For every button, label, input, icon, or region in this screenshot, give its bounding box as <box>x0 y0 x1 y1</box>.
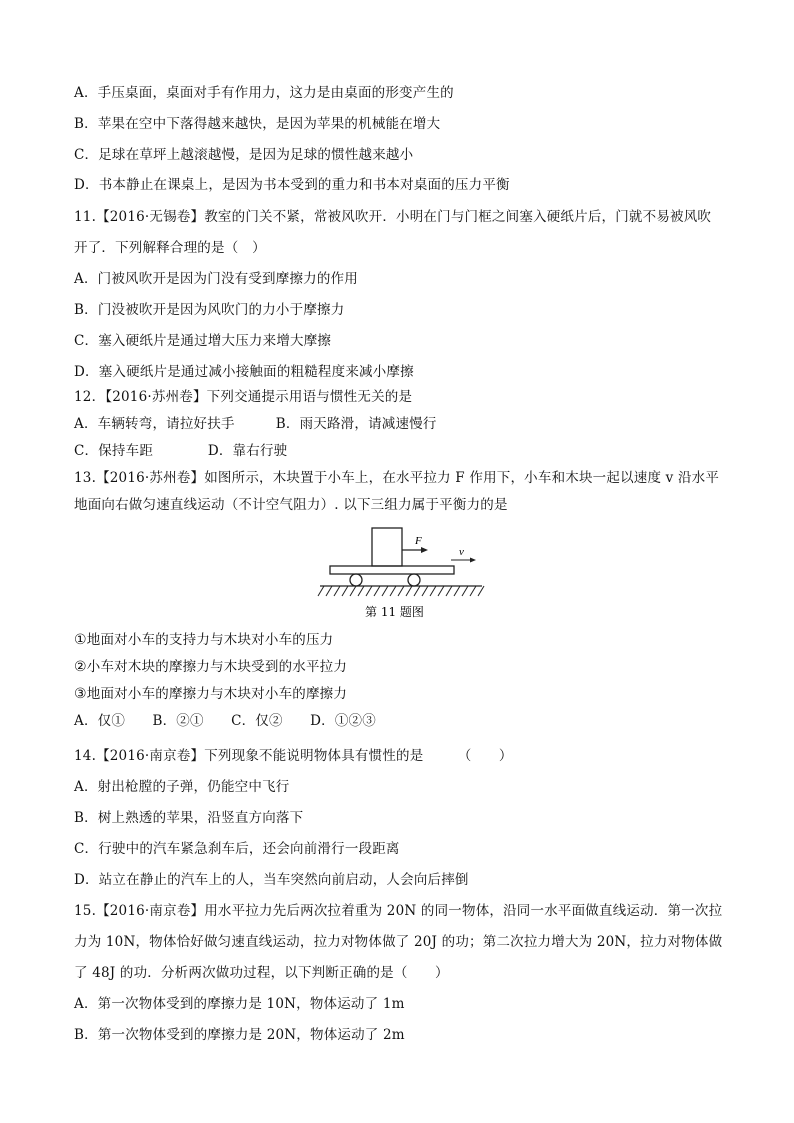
question-11-line-2: 开了．下列解释合理的是（ ） <box>74 240 266 256</box>
options-12-cd: C．保持车距 D．靠右行驶 <box>74 443 288 459</box>
question-12: 12．【2016·苏州卷】下列交通提示用语与惯性无关的是 <box>74 389 413 405</box>
question-14: 14.【2016·南京卷】下列现象不能说明物体具有惯性的是 （ ） <box>74 748 513 764</box>
question-15-line-1: 15.【2016·南京卷】用水平拉力先后两次拉着重为 20N 的同一物体，沿同一水平面做直线运动．第一次拉 <box>74 903 723 919</box>
cart-body <box>330 566 454 574</box>
statement-13-1 <box>74 630 333 650</box>
question-11-line-1: 11.【2016·无锡卷】教室的门关不紧，常被风吹开．小明在门与门框之间塞入硬纸片后，门就不易被风吹 <box>74 209 712 225</box>
option-11-c: C．塞入硬纸片是通过增大压力来增大摩擦 <box>74 333 332 349</box>
option-10-b: B．苹果在空中下落得越来越快，是因为苹果的机械能在增大 <box>74 116 441 132</box>
option-14-a: A．射出枪膛的子弹，仍能空中飞行 <box>74 779 290 795</box>
option-11-b: B．门没被吹开是因为风吹门的力小于摩擦力 <box>74 302 345 318</box>
velocity-label: v <box>459 546 464 558</box>
velocity-arrowhead-icon <box>470 558 476 563</box>
figure-caption: 第 11 题图 <box>365 605 424 619</box>
cart-block-figure <box>316 526 486 622</box>
option-10-d: D．书本静止在课桌上，是因为书本受到的重力和书本对桌面的压力平衡 <box>74 177 510 193</box>
statement-13-3 <box>74 684 347 704</box>
circled-number: ③ <box>74 686 87 702</box>
ground-hatching <box>318 586 484 596</box>
statement-text: 地面对小车的支持力与木块对小车的压力 <box>86 632 334 648</box>
statement-13-2 <box>74 657 347 677</box>
question-13-line-2: 地面向右做匀速直线运动（不计空气阻力）. 以下三组力属于平衡力的是 <box>74 497 508 513</box>
option-11-d: D．塞入硬纸片是通过减小接触面的粗糙程度来减小摩擦 <box>74 364 414 380</box>
option-15-a: A．第一次物体受到的摩擦力是 10N，物体运动了 1m <box>74 996 405 1012</box>
statement-text: 地面对小车的摩擦力与木块对小车的摩擦力 <box>86 686 348 702</box>
question-15-line-2: 力为 10N，物体恰好做匀速直线运动，拉力对物体做了 20J 的功；第二次拉力增大为 20N，拉力对物体做 <box>74 934 723 950</box>
options-12-ab: A．车辆转弯，请拉好扶手 B．雨天路滑，请减速慢行 <box>74 416 437 432</box>
statement-text: 小车对木块的摩擦力与木块受到的水平拉力 <box>86 659 348 675</box>
force-arrowhead-icon <box>421 547 428 553</box>
wooden-block <box>372 528 402 566</box>
option-10-c: C．足球在草坪上越滚越慢，是因为足球的惯性越来越小 <box>74 147 414 163</box>
option-15-b: B．第一次物体受到的摩擦力是 20N，物体运动了 2m <box>74 1027 405 1043</box>
force-label: F <box>415 535 422 547</box>
option-14-b: B．树上熟透的苹果，沿竖直方向落下 <box>74 810 304 826</box>
circled-number: ② <box>74 659 87 675</box>
option-10-a: A．手压桌面，桌面对手有作用力，这力是由桌面的形变产生的 <box>74 85 454 101</box>
option-14-d: D．站立在静止的汽车上的人，当车突然向前启动，人会向后摔倒 <box>74 872 469 888</box>
option-14-c: C．行驶中的汽车紧急刹车后，还会向前滑行一段距离 <box>74 841 400 857</box>
option-11-a: A．门被风吹开是因为门没有受到摩擦力的作用 <box>74 271 358 287</box>
question-15-line-3: 了 48J 的功．分析两次做功过程，以下判断正确的是（ ） <box>74 965 449 981</box>
question-13-line-1: 13.【2016·苏州卷】如图所示，木块置于小车上，在水平拉力 F 作用下，小车和木块一起以速度 v 沿水平 <box>74 470 720 486</box>
choices-13: A．仅① B．②① C．仅② D．①②③ <box>74 713 376 729</box>
cart-wheel-right <box>408 574 420 586</box>
circled-number: ① <box>74 632 87 648</box>
cart-wheel-left <box>350 574 362 586</box>
